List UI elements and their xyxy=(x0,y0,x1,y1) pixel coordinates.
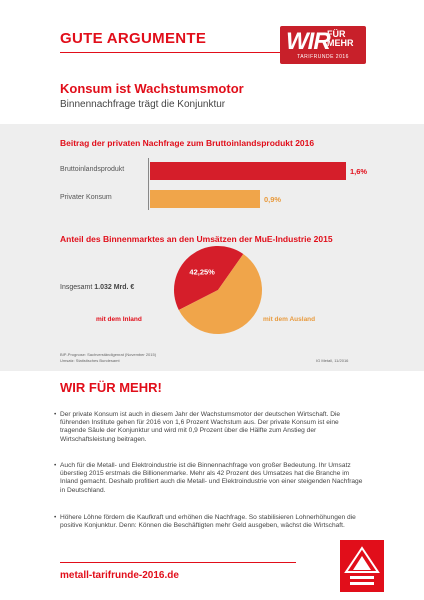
pie-total-label: Insgesamt xyxy=(60,284,93,291)
pie-chart xyxy=(173,245,263,335)
pie-value-label: 42,25% xyxy=(189,267,215,277)
paragraph-text: Auch für die Metall- und Elektroindustrie ist die Binnennachfrage von großer Bedeutung. Ihr Umsatz überstieg 2015 erstmals die Billionenmarke. Mehr als 42 Prozent des Umsatzes hat die Branche im Inland gemacht. Deshalb profitiert auch die Metall- und Elektroindustrie von einer steigenden Nachfrage in Deutschland. xyxy=(60,462,363,494)
paragraph-text: Der private Konsum ist auch in diesem Jahr der Wachstumsmotor der deutschen Wirtschaft. Die führenden Institute gehen für 2016 von 1,6 Prozent Wachstum aus. Der private Konsum ist eine tragende Säule der Konjunktur und wird mit 0,9 Prozent über die Hälfte zum Anstieg der Wirtschaftsleistung beitragen. xyxy=(60,411,341,443)
pie-chart-title: Anteil des Binnenmarktes an den Umsätzen der MuE-Industrie 2015 xyxy=(60,234,333,244)
pie-total-value: 1.032 Mrd. € xyxy=(94,284,135,291)
source-date: IG Metall, 11/2016 xyxy=(316,358,349,363)
bar-label-konsum: Privater Konsum xyxy=(60,194,112,201)
paragraph-2 xyxy=(54,462,364,495)
paragraph-3 xyxy=(54,514,364,530)
headline: Konsum ist Wachstumsmotor xyxy=(60,81,244,96)
bar-value-bip: 1,6% xyxy=(350,167,368,176)
paragraph-1 xyxy=(54,411,364,444)
bar-chart-title: Beitrag der privaten Nachfrage zum Bruttoinlandsprodukt 2016 xyxy=(60,138,315,148)
bullet-icon: • xyxy=(54,462,57,469)
logo-fuer: FÜR xyxy=(327,29,346,39)
bar-bip xyxy=(150,162,346,180)
campaign-logo xyxy=(280,26,366,64)
bar-value-konsum: 0,9% xyxy=(264,195,282,204)
bar-axis xyxy=(148,158,149,210)
pie-total xyxy=(60,284,134,291)
source-line-1: BIP-Prognose: Sachverständigenrat (November 2015) xyxy=(60,352,157,357)
section-title: WIR FÜR MEHR! xyxy=(60,380,162,395)
footer-rule xyxy=(60,562,296,563)
logo-mehr: MEHR xyxy=(327,38,354,48)
subheadline: Binnennachfrage trägt die Konjunktur xyxy=(60,99,226,110)
bar-label-bip: Bruttoinlandsprodukt xyxy=(60,166,125,173)
paragraph-text: Höhere Löhne fördern die Kaufkraft und erhöhen die Nachfrage. So stabilisieren Lohnerhöhungen die positive Konjunktur. Denn: Können die Beschäftigten mehr Geld ausgeben, wächst die Wirtschaft. xyxy=(60,514,356,530)
pie-label-inland: mit dem Inland xyxy=(96,316,142,323)
footer-url-link[interactable]: metall-tarifrunde-2016.de xyxy=(60,570,179,581)
ig-metall-logo-icon xyxy=(340,540,384,592)
logo-subtitle: TARIFRUNDE 2016 xyxy=(297,54,349,60)
source-line-2: Umsatz: Statistisches Bundesamt xyxy=(60,358,120,363)
pie-label-ausland: mit dem Ausland xyxy=(263,316,316,323)
logo-wir: WIR xyxy=(286,28,330,55)
bar-konsum xyxy=(150,190,260,208)
bullet-icon: • xyxy=(54,514,57,521)
header-title: GUTE ARGUMENTE xyxy=(60,30,207,47)
bullet-icon: • xyxy=(54,411,57,418)
